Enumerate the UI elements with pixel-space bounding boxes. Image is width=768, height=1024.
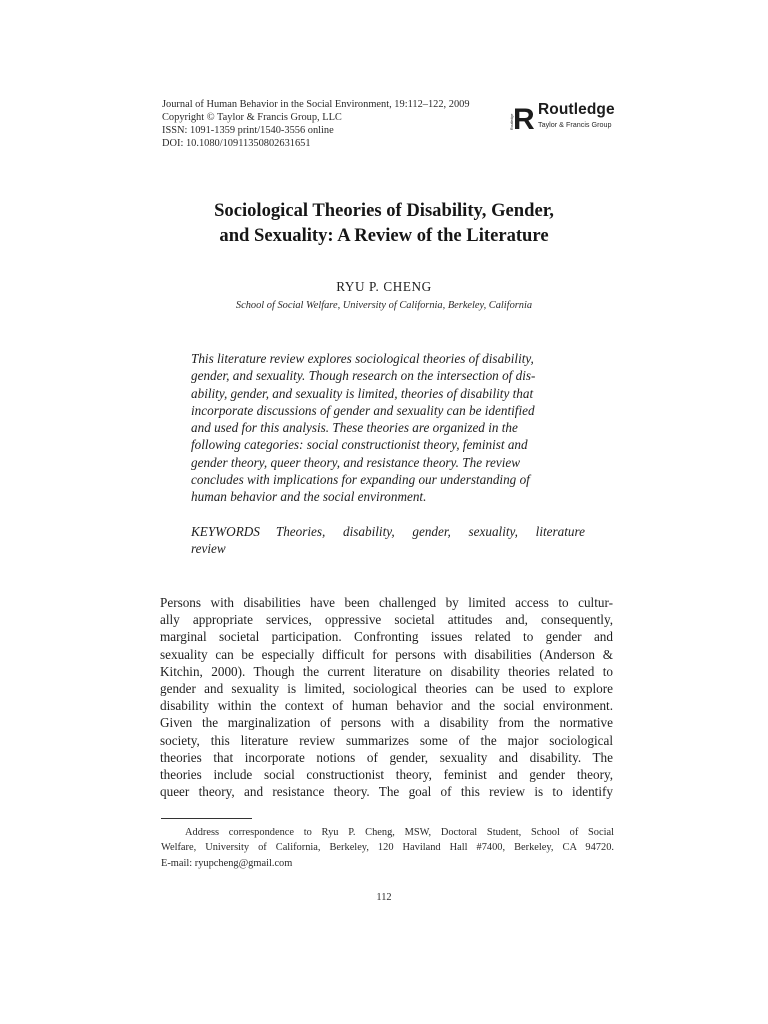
body-line: Kitchin, 2000). Though the current literature on disability theories related to [160,663,613,679]
copyright-line: Copyright © Taylor & Francis Group, LLC [162,112,342,123]
abstract-line: following categories: social constructionist theory, feminist and [191,437,528,453]
doi-line: DOI: 10.1080/10911350802631651 [162,138,311,149]
abstract-line: ability, gender, and sexuality is limited, theories of disability that [191,385,534,401]
logo-vertical-wordmark: Routledge [510,113,514,130]
routledge-r-logo-icon [510,100,535,136]
issn-line: ISSN: 1091-1359 print/1540-3556 online [162,125,334,136]
body-line: disability within the context of human behavior and the social environment. [160,698,613,714]
keywords-line-1 [191,523,585,540]
abstract-line: This literature review explores sociological theories of disability, [191,351,534,366]
author-name: RYU P. CHENG [336,279,432,294]
body-line: ally appropriate services, oppressive societal attitudes and, consequently, [160,612,613,628]
keywords-line-2: review [191,541,226,557]
correspondence-footnote [161,825,614,871]
footnote-line: Address correspondence to Ryu P. Cheng, MSW, Doctoral Student, School of Social [185,827,614,838]
body-line: queer theory, and resistance theory. The goal of this review is to identify [160,784,613,800]
publisher-tagline: Taylor & Francis Group [538,120,612,129]
body-paragraph [160,594,613,800]
footnote-line: Welfare, University of California, Berkeley, 120 Haviland Hall #7400, Berkeley, CA 94720. [161,842,614,854]
abstract-line: and used for this analysis. These theories are organized in the [191,420,518,436]
abstract-line: gender theory, queer theory, and resistance theory. The review [191,454,521,470]
title-line-2: and Sexuality: A Review of the Literature [219,225,549,246]
publisher-name: Routledge [538,101,615,118]
abstract-line: gender, and sexuality. Though research on the intersection of dis- [191,368,536,384]
body-line: theories include social constructionist theory, feminist and gender theory, [160,767,613,783]
journal-header [162,98,522,150]
title-line-1: Sociological Theories of Disability, Gender, [214,200,554,221]
page-number: 112 [376,892,392,903]
publisher-logo [510,100,620,136]
author-affiliation: School of Social Welfare, University of California, Berkeley, California [235,300,533,311]
body-line: theories that incorporate notions of gender, sexuality and disability. The [160,749,613,765]
keywords-block [191,523,585,558]
abstract-line: incorporate discussions of gender and sexuality can be identified [191,402,535,418]
body-line: gender and sexuality is limited, sociological theories can be used to explore [160,681,613,697]
abstract-line: concludes with implications for expanding our understanding of [191,472,530,488]
keywords-list: Theories, disability, gender, sexuality, literature [275,524,585,539]
body-line: sexuality can be especially difficult for persons with disabilities (Anderson & [160,646,613,662]
footnote-email-line: E-mail: ryupcheng@gmail.com [161,857,293,869]
abstract [191,350,585,506]
abstract-line: human behavior and the social environment. [191,489,427,505]
logo-r-glyph: R [513,103,535,136]
body-line: Given the marginalization of persons with a disability from the normative [160,715,613,731]
body-line: marginal societal participation. Confronting issues related to gender and [160,629,613,645]
footnote-divider [161,818,252,819]
body-line: society, this literature review summarizes some of the major sociological [160,732,613,748]
keywords-label: KEYWORDS [191,524,260,539]
article-title [100,198,668,248]
journal-citation: Journal of Human Behavior in the Social Environment, 19:112–122, 2009 [162,99,470,110]
body-line: Persons with disabilities have been challenged by limited access to cultur- [160,595,613,610]
